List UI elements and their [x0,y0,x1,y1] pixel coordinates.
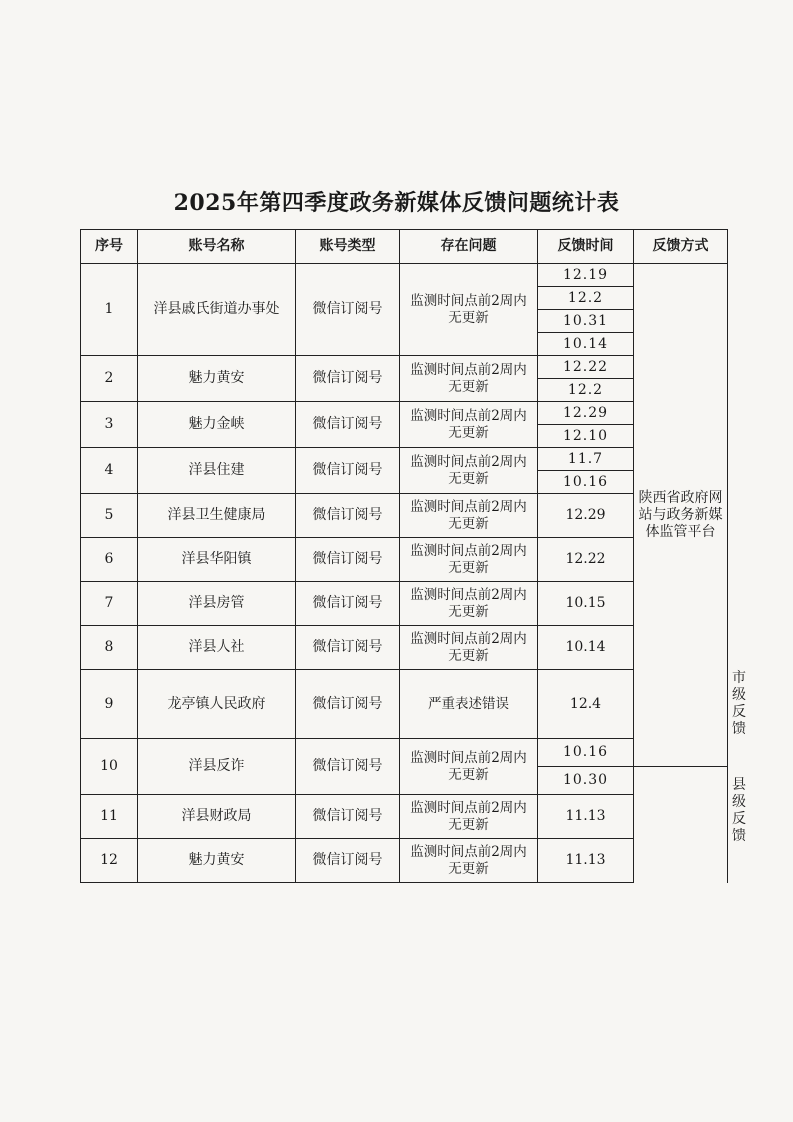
cell-problem: 监测时间点前2周内无更新 [400,739,538,795]
cell-feedback-date: 11.13 [538,795,634,839]
cell-account-type: 微信订阅号 [296,839,400,883]
table-row [81,402,728,425]
cell-feedback-date: 12.10 [538,425,634,448]
feedback-table [80,229,746,883]
cell-no: 5 [81,494,138,538]
cell-account-name: 魅力黄安 [138,839,296,883]
cell-no: 8 [81,626,138,670]
table-row [81,538,728,560]
cell-account-name: 洋县财政局 [138,795,296,839]
cell-account-type: 微信订阅号 [296,538,400,582]
cell-account-type: 微信订阅号 [296,626,400,670]
cell-account-type: 微信订阅号 [296,670,400,739]
cell-feedback-date: 11.13 [538,839,634,883]
cell-method-provincial: 陕西省政府网站与政务新媒体监管平台 [634,264,728,767]
cell-problem: 监测时间点前2周内无更新 [400,356,538,402]
cell-no: 9 [81,670,138,739]
cell-account-name: 洋县房管 [138,582,296,626]
header-account-name: 账号名称 [138,230,296,264]
cell-problem: 监测时间点前2周内无更新 [400,448,538,494]
header-account-type: 账号类型 [296,230,400,264]
cell-feedback-date: 10.31 [538,310,634,333]
cell-problem: 监测时间点前2周内无更新 [400,494,538,538]
cell-account-name: 洋县卫生健康局 [138,494,296,538]
cell-no: 10 [81,739,138,795]
cell-account-name: 洋县住建 [138,448,296,494]
cell-problem: 监测时间点前2周内无更新 [400,402,538,448]
cell-problem: 监测时间点前2周内无更新 [400,839,538,883]
cell-feedback-date: 12.29 [538,494,634,538]
table-row [81,356,728,379]
cell-no: 6 [81,538,138,582]
document-title: 2025年第四季度政务新媒体反馈问题统计表 [173,190,620,216]
cell-account-name: 魅力黄安 [138,356,296,402]
cell-feedback-date: 10.16 [538,471,634,494]
cell-no: 3 [81,402,138,448]
cell-account-type: 微信订阅号 [296,795,400,839]
cell-problem: 监测时间点前2周内无更新 [400,582,538,626]
table-row [81,448,728,471]
cell-problem: 监测时间点前2周内无更新 [400,626,538,670]
cell-account-type: 微信订阅号 [296,739,400,795]
cell-feedback-date: 12.22 [538,538,634,582]
cell-no: 12 [81,839,138,883]
cell-account-type: 微信订阅号 [296,448,400,494]
cell-feedback-date: 10.14 [538,626,634,670]
cell-account-name: 龙亭镇人民政府 [138,670,296,739]
cell-feedback-date: 12.22 [538,356,634,379]
cell-account-name: 洋县华阳镇 [138,538,296,582]
cell-account-type: 微信订阅号 [296,356,400,402]
cell-problem: 监测时间点前2周内无更新 [400,264,538,356]
cell-account-type: 微信订阅号 [296,264,400,356]
cell-account-type: 微信订阅号 [296,582,400,626]
cell-feedback-date: 12.29 [538,402,634,425]
table-row [81,795,728,817]
table-header-row [81,230,728,264]
header-feedback-time: 反馈时间 [538,230,634,264]
cell-feedback-date: 12.2 [538,379,634,402]
cell-account-type: 微信订阅号 [296,494,400,538]
cell-feedback-date: 10.14 [538,333,634,356]
cell-no: 11 [81,795,138,839]
table-row: 9 龙亭镇人民政府 微信订阅号 严重表述错误 12.4 市级反馈 [81,670,728,739]
cell-problem: 监测时间点前2周内无更新 [400,795,538,839]
cell-problem: 监测时间点前2周内无更新 [400,538,538,582]
cell-feedback-date: 10.30 [538,767,634,795]
header-feedback-method: 反馈方式 [634,230,728,264]
cell-account-name: 洋县戚氏街道办事处 [138,264,296,356]
table-row [81,264,728,287]
cell-account-name: 魅力金峡 [138,402,296,448]
cell-account-name: 洋县反诈 [138,739,296,795]
cell-feedback-date: 10.15 [538,582,634,626]
cell-problem: 严重表述错误 [400,670,538,739]
cell-feedback-date: 12.2 [538,287,634,310]
cell-feedback-date: 11.7 [538,448,634,471]
cell-no: 2 [81,356,138,402]
cell-account-name: 洋县人社 [138,626,296,670]
header-problem: 存在问题 [400,230,538,264]
table-row: 10 洋县反诈 微信订阅号 监测时间点前2周内无更新 10.16 县级反馈 [81,739,728,767]
cell-account-type: 微信订阅号 [296,402,400,448]
cell-no: 4 [81,448,138,494]
cell-feedback-date: 12.19 [538,264,634,287]
table-row [81,626,728,648]
cell-no: 1 [81,264,138,356]
cell-no: 7 [81,582,138,626]
header-no: 序号 [81,230,138,264]
table-row [81,494,728,516]
cell-feedback-date: 10.16 [538,739,634,767]
table-row [81,582,728,604]
cell-feedback-date: 12.4 [538,670,634,739]
table-row [81,839,728,861]
